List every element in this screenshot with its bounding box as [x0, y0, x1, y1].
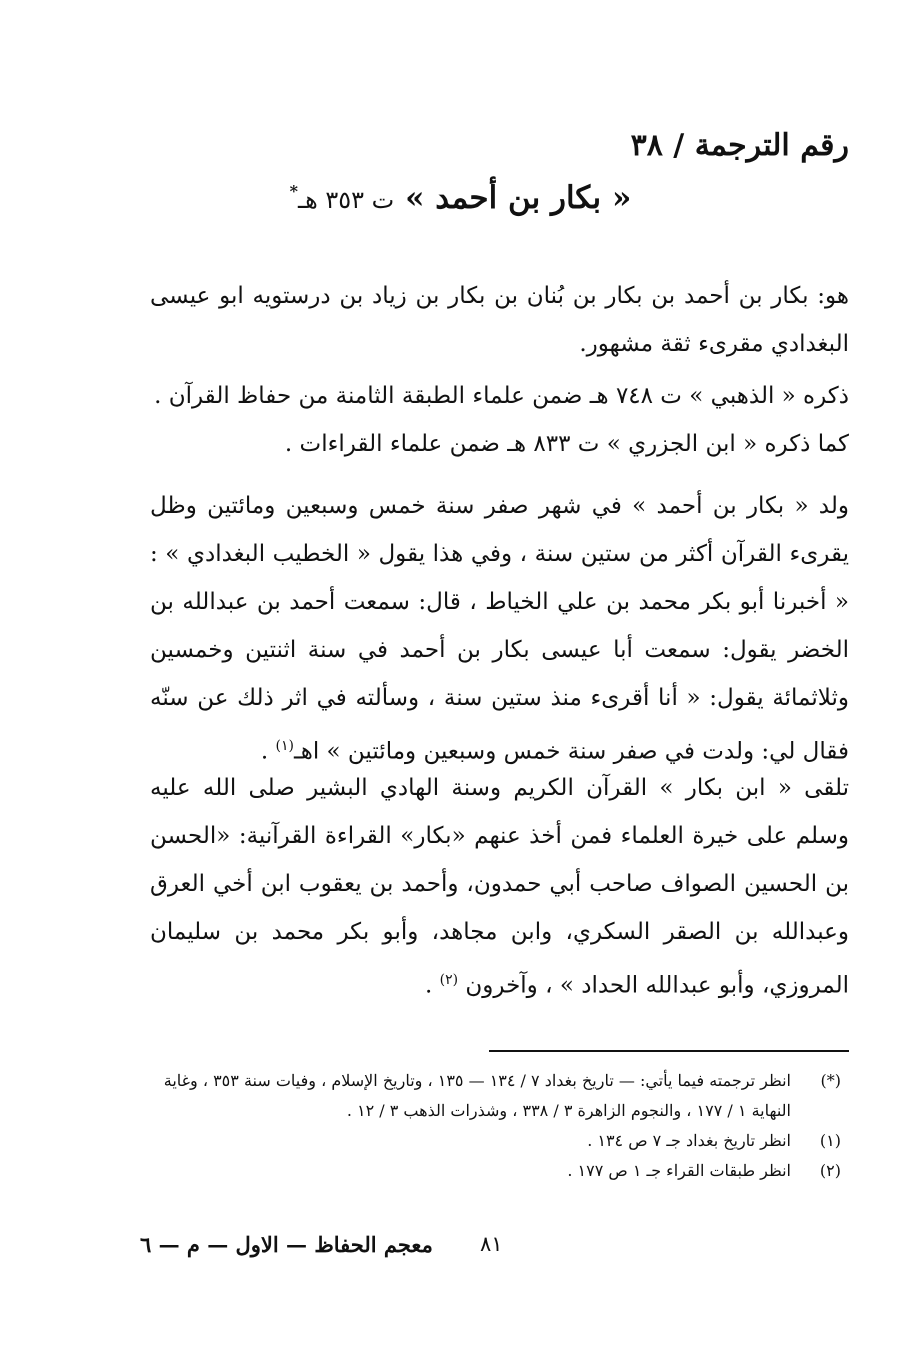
entry-title — [120, 180, 801, 216]
death-date: ت ٣٥٣ هـ — [298, 186, 395, 214]
paragraph-body: تلقى « ابن بكار » القرآن الكريم وسنة الهادي البشير صلى الله عليه وسلم على خيرة العلماء فمن أخذ عنهم «بكار» القراءة القرآنية: «الحسن بن الحسين الصواف صاحب أبي حمدون، وأحمد بن يعقوب ابن أخي العرق وعبدالله بن الصقر السكري، وابن مجاهد، وأبو بكر محمد بن سليمان المروزي، وأبو عبدالله الحداد » ، وآخرون — [150, 775, 849, 999]
footnote-text: انظر ترجمته فيما يأتي: — تاريخ بغداد ٧ / ١٣٤ — ١٣٥ ، وتاريخ الإسلام ، وفيات سنة ٣٥٣ ، وغاية النهاية ١ / ١٧٧ ، والنجوم الزاهرة ٣ / ٣٣٨ ، وشذرات الذهب ٣ / ١٢ . — [163, 1071, 791, 1120]
footnote-item — [140, 1066, 841, 1126]
paragraph-text — [150, 482, 849, 776]
paragraph-line: ذكره « الذهبي » ت ٧٤٨ هـ ضمن علماء الطبقة الثامنة من حفاظ القرآن . — [154, 383, 849, 409]
paragraph-end: . — [260, 738, 276, 765]
paragraph-body: ولد « بكار بن أحمد » في شهر صفر سنة خمس وسبعين ومائتين وظل يقرىء القرآن أكثر من ستين سنة ، وفي هذا يقول « الخطيب البغدادي » : « أخبرنا أبو بكر محمد بن علي الخياط ، قال: سمعت أحمد بن عبدالله بن الخضر يقول: سمعت أبا عيسى بكار بن أحمد في سنة اثنتين وخمسين وثلاثمائة يقول: « أنا أقرىء منذ ستين سنة ، وسألته في اثر ذلك عن سنّه فقال لي: ولدت في صفر سنة خمس وسبعين ومائتين » اهـ — [150, 493, 849, 765]
footnote-item — [140, 1156, 841, 1186]
book-reference: معجم الحفاظ — الاول — م — ٦ — [140, 1232, 433, 1257]
paragraph-end: . — [424, 972, 440, 999]
paragraph-text: هو: بكار بن أحمد بن بكار بن بُنان بن بكار بن زياد بن درستويه ابو عيسى البغدادي مقرىء ثقة مشهور. — [150, 283, 849, 357]
footnote-divider — [489, 1050, 849, 1052]
footnote-text: انظر طبقات القراء جـ ١ ص ١٧٧ . — [567, 1161, 791, 1180]
footnote-mark: (٢) — [819, 1161, 841, 1180]
footnote-ref: (٢) — [439, 972, 459, 988]
paragraph-teachers — [150, 764, 849, 1010]
paragraph-birth — [150, 482, 849, 776]
paragraph-mentions — [150, 372, 849, 468]
footnote-item — [140, 1126, 841, 1156]
footnote-asterisk: * — [289, 181, 299, 201]
entry-name: « بكار بن أحمد » — [405, 180, 632, 216]
footnote-text: انظر تاريخ بغداد جـ ٧ ص ١٣٤ . — [587, 1131, 791, 1150]
paragraph-line: كما ذكره « ابن الجزري » ت ٨٣٣ هـ ضمن علماء القراءات . — [284, 431, 849, 457]
footnote-mark: (١) — [819, 1131, 841, 1150]
entry-number: رقم الترجمة / ٣٨ — [630, 128, 849, 163]
footnote-mark: (*) — [820, 1071, 841, 1090]
footnotes — [140, 1066, 841, 1186]
paragraph-text — [150, 764, 849, 1010]
page-number: ٨١ — [480, 1232, 503, 1256]
paragraph-identity — [150, 272, 849, 368]
page-footer — [140, 1232, 849, 1266]
footnote-ref: (١) — [275, 738, 294, 754]
